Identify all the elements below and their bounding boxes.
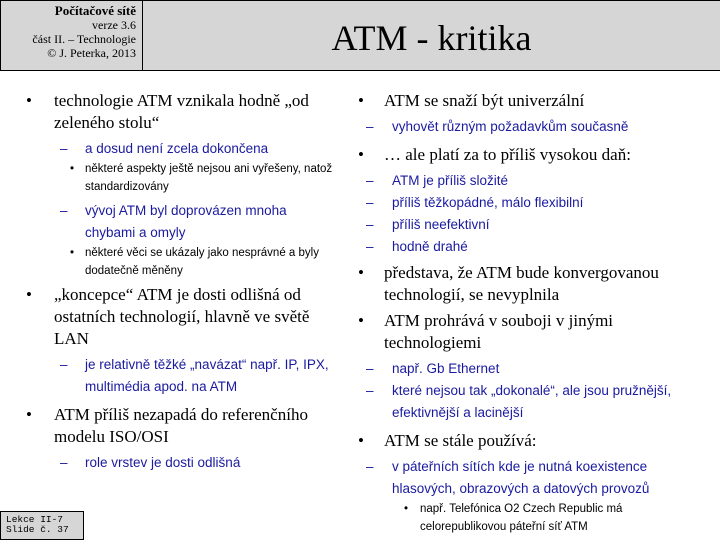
note-bullet: • některé věci se ukázaly jako nesprávné a byly dodatečně měněny [24,244,340,280]
bullet: • ATM se stále používá: [356,430,708,452]
bullet: • … ale platí za to příliš vysokou daň: [356,144,708,166]
bullet: • „koncepce“ ATM je dosti odlišná od ostatních technologií, hlavně ve světě LAN [24,284,340,350]
sub-bullet: – příliš neefektivní [356,214,708,236]
note-bullet: • např. Telefónica O2 Czech Republic má celorepublikovou páteřní síť ATM [356,500,708,536]
title-bar [143,0,720,71]
sub-bullet: – např. Gb Ethernet [356,358,708,380]
bullet: • představa, že ATM bude konvergovanou technologií, se nevyplnila [356,262,708,306]
part-label: část II. – Technologie [32,32,136,46]
sub-bullet: – příliš těžkopádné, málo flexibilní [356,192,708,214]
sub-bullet: – je relativně těžké „navázat“ např. IP, IPX, multimédia apod. na ATM [24,354,340,398]
sub-bullet: – vyhovět různým požadavkům současně [356,116,708,138]
note-bullet: • některé aspekty ještě nejsou ani vyřešeny, natož standardizovány [24,160,340,196]
left-column [24,90,340,474]
slide-footer [0,511,84,540]
sub-bullet: – role vrstev je dosti odlišná [24,452,340,474]
slide-title: ATM - kritika [331,18,532,58]
bullet: • ATM prohrává v souboji v jinými technologiemi [356,310,708,354]
course-name: Počítačové sítě [54,3,136,18]
copyright-label: © J. Peterka, 2013 [47,46,136,60]
bullet: • technologie ATM vznikala hodně „od zeleného stolu“ [24,90,340,134]
course-info-box [0,0,143,71]
sub-bullet: – v páteřních sítích kde je nutná koexistence hlasových, obrazových a datových provozů [356,456,708,500]
bullet: • ATM příliš nezapadá do referenčního modelu ISO/OSI [24,404,340,448]
version-label: verze 3.6 [92,18,136,32]
sub-bullet: – a dosud není zcela dokončena [24,138,340,160]
sub-bullet: – hodně drahé [356,236,708,258]
right-column [356,90,708,540]
sub-bullet: – ATM je příliš složité [356,170,708,192]
slide-number: Slide č. 37 [6,524,69,535]
bullet: • ATM se snaží být univerzální [356,90,708,112]
lecture-label: Lekce II-7 [6,514,64,525]
sub-bullet: – které nejsou tak „dokonalé“, ale jsou pružnější, efektivnější a lacinější [356,380,708,424]
sub-bullet: – vývoj ATM byl doprovázen mnoha chybami a omyly [24,200,340,244]
